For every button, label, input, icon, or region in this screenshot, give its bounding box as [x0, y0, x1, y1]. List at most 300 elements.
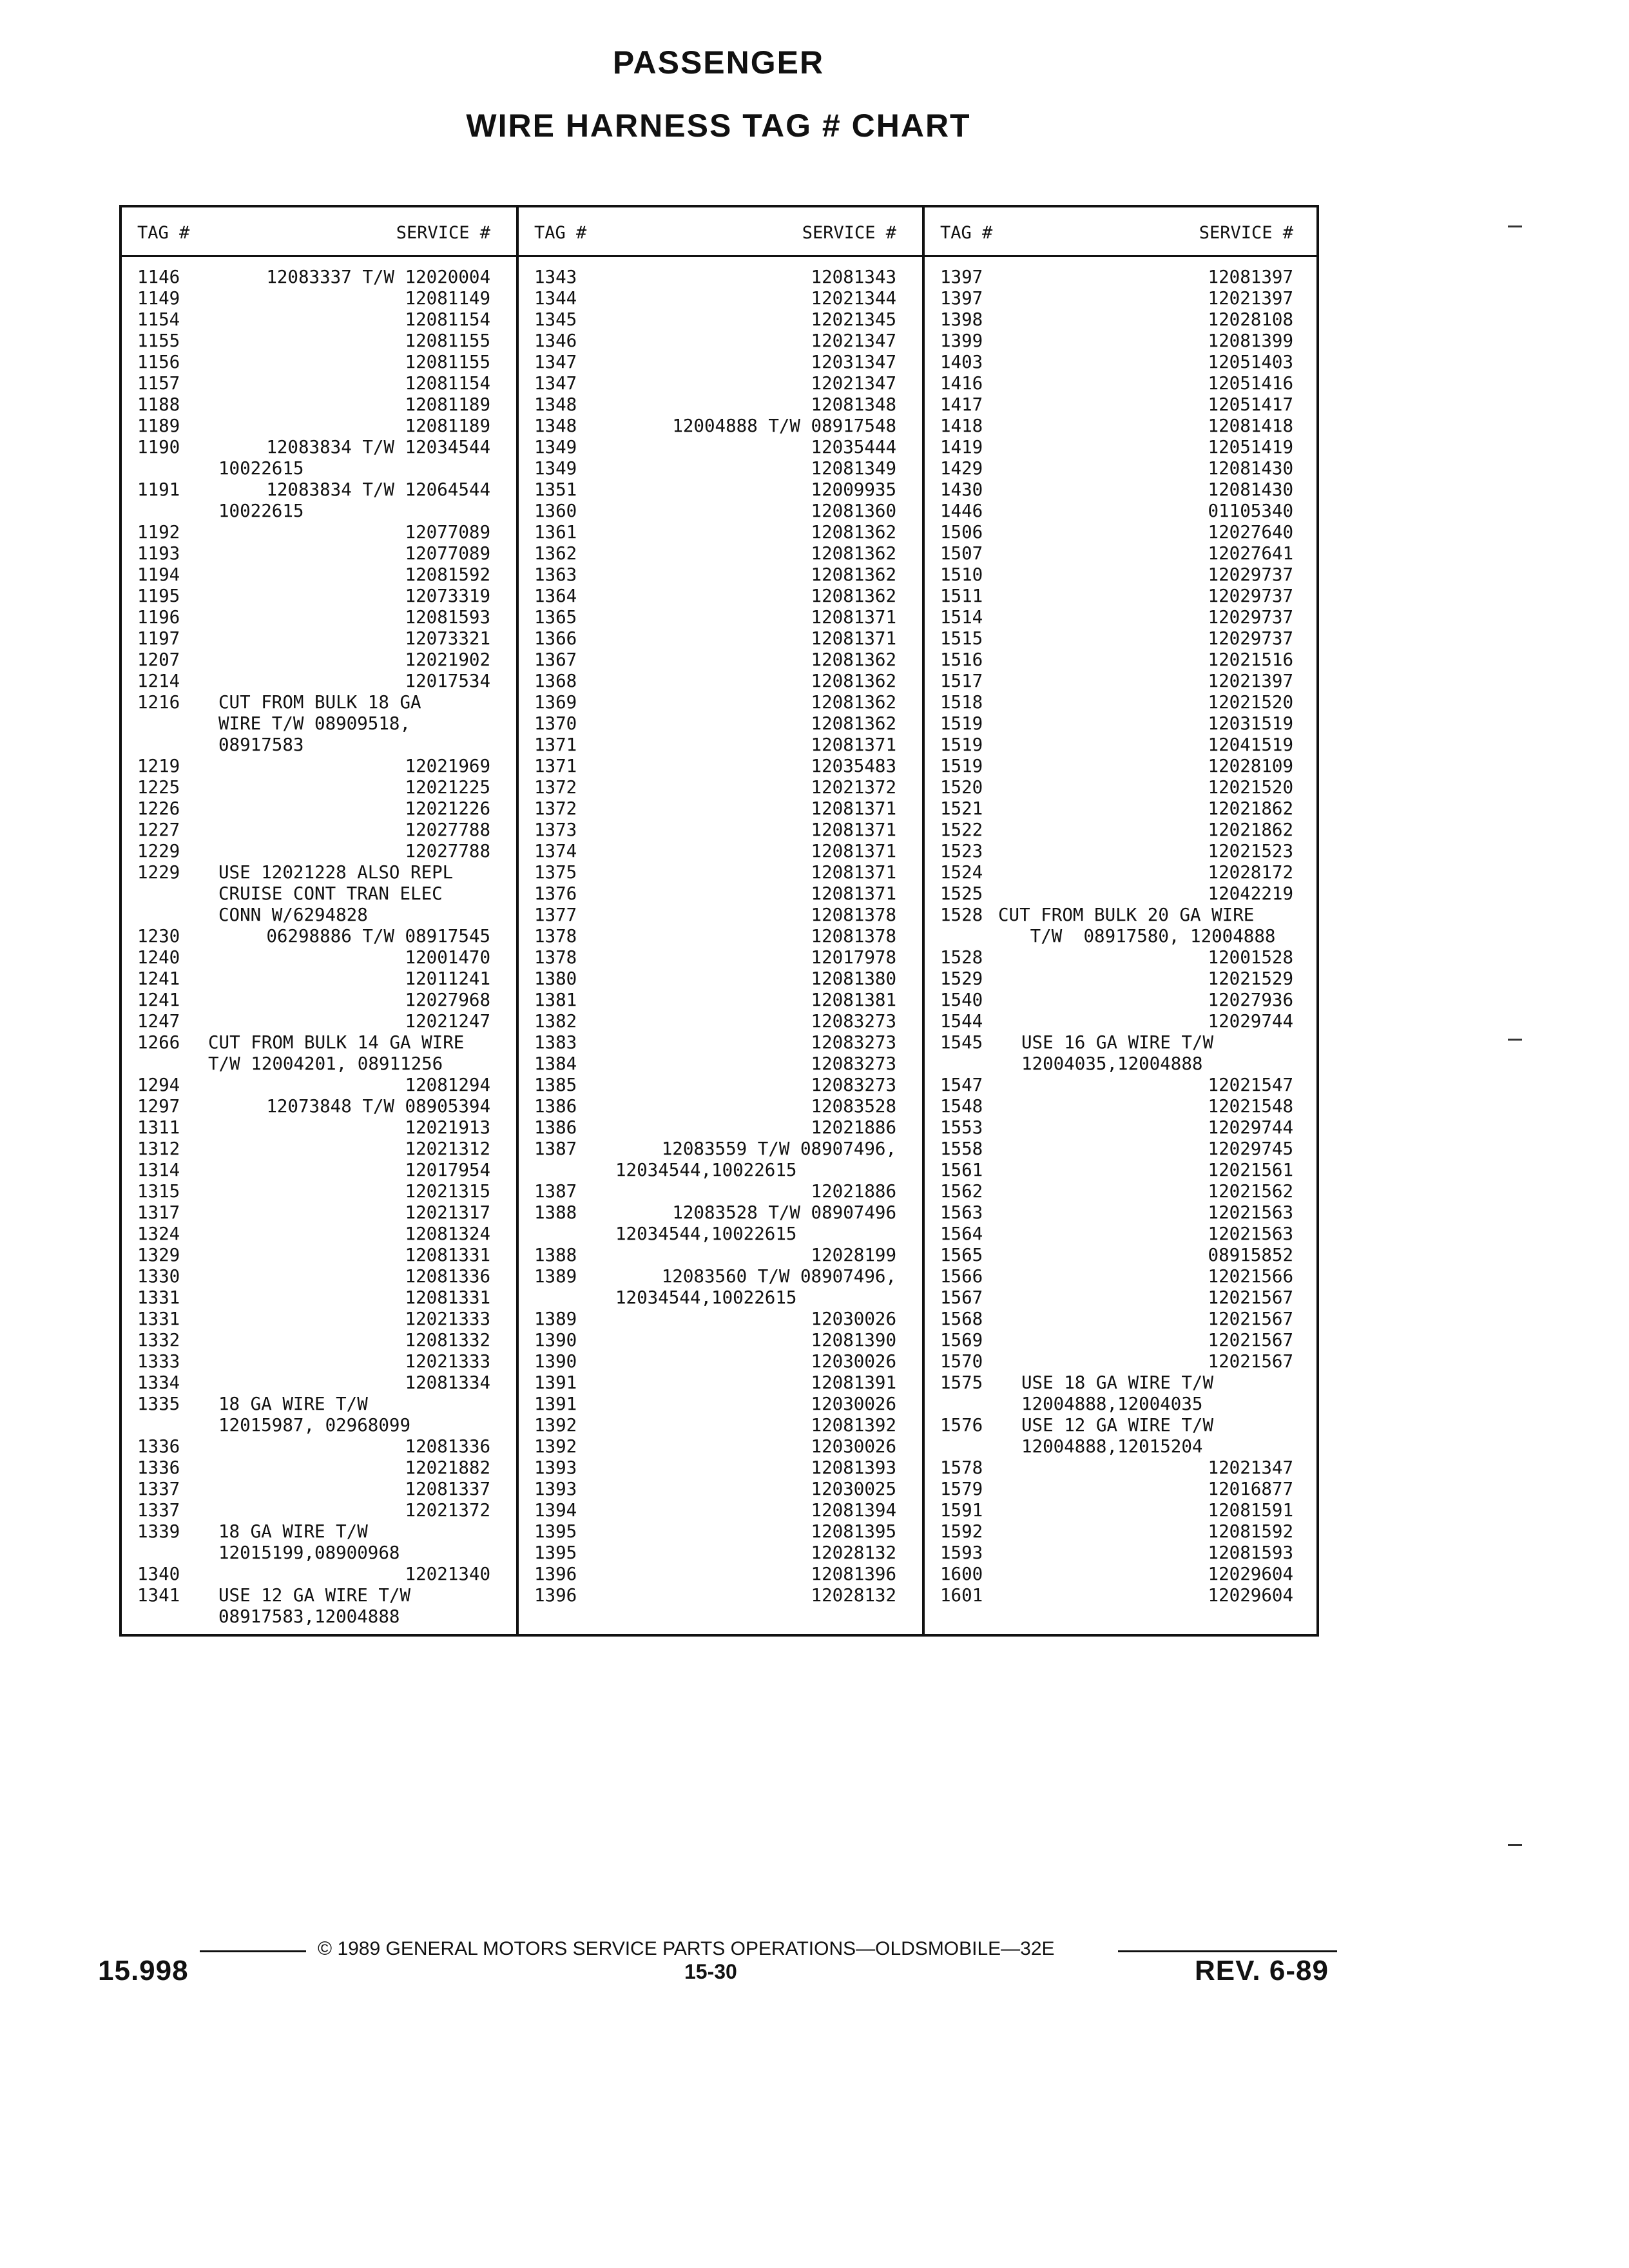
service-number: 12021247	[405, 1011, 490, 1032]
tag-number: 1311	[137, 1117, 180, 1138]
tag-number: 1372	[534, 777, 577, 798]
tag-number: 1591	[940, 1500, 983, 1521]
service-number: 12017954	[405, 1160, 490, 1180]
table-row	[137, 1479, 490, 1500]
service-number: 12021312	[405, 1139, 490, 1159]
service-number: 12017978	[811, 947, 896, 968]
table-row	[534, 820, 896, 841]
service-number: 12030025	[811, 1479, 896, 1499]
tag-number: 1347	[534, 352, 577, 372]
tag-number: 1344	[534, 288, 577, 309]
service-number: 12083528 T/W 08907496	[672, 1202, 896, 1223]
service-number: 12081378	[811, 905, 896, 925]
tag-number: 1207	[137, 649, 180, 670]
service-note: USE 18 GA WIRE T/W 12004888,12004035	[1021, 1372, 1214, 1414]
table-row	[940, 1181, 1293, 1202]
service-number: 12021567	[1208, 1309, 1293, 1329]
service-number: 12001528	[1208, 947, 1293, 968]
tag-number: 1191	[137, 479, 180, 500]
table-row	[137, 1585, 490, 1628]
table-row	[534, 1542, 896, 1564]
table-row	[940, 288, 1293, 309]
tag-number: 1370	[534, 713, 577, 734]
service-number: 12029737	[1208, 628, 1293, 649]
tag-number: 1576	[940, 1415, 983, 1436]
tag-number: 1347	[534, 373, 577, 394]
tag-number: 1333	[137, 1351, 180, 1372]
tag-number: 1378	[534, 947, 577, 968]
tag-number: 1377	[534, 905, 577, 925]
tag-number: 1383	[534, 1032, 577, 1053]
service-number: 12083559 T/W 08907496,	[661, 1139, 896, 1159]
table-row	[940, 1032, 1293, 1075]
tag-number: 1389	[534, 1309, 577, 1329]
service-number: 12021882	[405, 1457, 490, 1478]
tag-number: 1340	[137, 1564, 180, 1584]
service-number: 12029737	[1208, 586, 1293, 606]
table-row	[940, 1287, 1293, 1309]
tag-number: 1516	[940, 649, 983, 670]
tag-number: 1388	[534, 1202, 577, 1223]
table-row	[534, 458, 896, 479]
tag-number: 1314	[137, 1160, 180, 1180]
table-row	[534, 309, 896, 331]
tag-number: 1226	[137, 798, 180, 819]
tag-number: 1331	[137, 1287, 180, 1308]
service-number: 12051419	[1208, 437, 1293, 457]
service-number: 12041519	[1208, 735, 1293, 755]
service-number: 12028199	[811, 1245, 896, 1265]
table-row	[534, 501, 896, 522]
service-continuation: 10022615	[218, 458, 304, 479]
tag-number: 1564	[940, 1224, 983, 1244]
service-number: 12073321	[405, 628, 490, 649]
service-note: 18 GA WIRE T/W 12015987, 02968099	[218, 1394, 411, 1436]
tag-number: 1385	[534, 1075, 577, 1095]
tag-number: 1517	[940, 671, 983, 691]
table-row	[137, 586, 490, 607]
service-number: 12030026	[811, 1309, 896, 1329]
table-row	[940, 713, 1293, 735]
table-row	[137, 798, 490, 820]
tag-number: 1247	[137, 1011, 180, 1032]
table-row	[137, 926, 490, 947]
tag-number: 1544	[940, 1011, 983, 1032]
service-number: 12081362	[811, 649, 896, 670]
tag-number: 1417	[940, 394, 983, 415]
table-row	[534, 692, 896, 713]
table-row	[534, 735, 896, 756]
service-number: 12083337 T/W 12020004	[266, 267, 490, 287]
page-title: PASSENGER	[612, 44, 825, 81]
table-row	[137, 1457, 490, 1479]
tag-number: 1592	[940, 1521, 983, 1542]
table-row	[534, 1096, 896, 1117]
tag-number: 1553	[940, 1117, 983, 1138]
table-row	[137, 352, 490, 373]
service-number: 12021397	[1208, 288, 1293, 309]
chart-title: WIRE HARNESS TAG # CHART	[466, 108, 971, 144]
table-row	[534, 607, 896, 628]
table-row	[137, 1330, 490, 1351]
table-row	[137, 1245, 490, 1266]
service-number: 12081371	[811, 862, 896, 883]
table-row	[137, 1351, 490, 1372]
tag-number: 1528	[940, 905, 983, 925]
tag-number: 1418	[940, 416, 983, 436]
table-row	[940, 1139, 1293, 1160]
tag-number: 1394	[534, 1500, 577, 1521]
service-number: 12021397	[1208, 671, 1293, 691]
service-number: 12027936	[1208, 990, 1293, 1010]
tag-number: 1331	[137, 1309, 180, 1329]
tag-number: 1229	[137, 841, 180, 861]
service-number: 12021347	[811, 331, 896, 351]
service-continuation: 12034544,10022615	[615, 1160, 797, 1180]
table-row	[534, 926, 896, 947]
service-number: 12081392	[811, 1415, 896, 1436]
table-row	[940, 1117, 1293, 1139]
table-row	[940, 416, 1293, 437]
table-row	[940, 1075, 1293, 1096]
tag-number: 1336	[137, 1436, 180, 1457]
tag-number: 1312	[137, 1139, 180, 1159]
tag-number: 1396	[534, 1585, 577, 1606]
column-rows	[940, 267, 1293, 1606]
table-row	[137, 820, 490, 841]
table-row	[940, 501, 1293, 522]
service-number: 12021340	[405, 1564, 490, 1584]
table-row	[534, 1139, 896, 1181]
table-row	[137, 968, 490, 990]
service-number: 12081378	[811, 926, 896, 947]
service-number: 12083273	[811, 1053, 896, 1074]
table-row	[534, 437, 896, 458]
service-number: 12081331	[405, 1287, 490, 1308]
tag-number: 1389	[534, 1266, 577, 1287]
tag-number: 1360	[534, 501, 577, 521]
service-number: 12081371	[811, 628, 896, 649]
revision: REV. 6-89	[1195, 1955, 1329, 1986]
table-column-2	[516, 205, 922, 1634]
tag-number: 1566	[940, 1266, 983, 1287]
service-number: 12028109	[1208, 756, 1293, 776]
service-number: 12081343	[811, 267, 896, 287]
service-number: 12042219	[1208, 883, 1293, 904]
service-number: 12081334	[405, 1372, 490, 1393]
table-row	[940, 607, 1293, 628]
service-number: 12031519	[1208, 713, 1293, 734]
tag-number: 1393	[534, 1457, 577, 1478]
table-row	[534, 777, 896, 798]
service-number: 12029737	[1208, 564, 1293, 585]
table-row	[534, 1202, 896, 1245]
table-row	[940, 586, 1293, 607]
service-number: 12021561	[1208, 1160, 1293, 1180]
table-row	[534, 586, 896, 607]
table-row	[534, 1415, 896, 1436]
tag-number: 1579	[940, 1479, 983, 1499]
tag-number: 1429	[940, 458, 983, 479]
table-row	[137, 1160, 490, 1181]
tag-number: 1346	[534, 331, 577, 351]
column-header	[137, 223, 490, 249]
tag-number: 1518	[940, 692, 983, 713]
table-row	[940, 1096, 1293, 1117]
tag-number: 1337	[137, 1500, 180, 1521]
service-number: 12081362	[811, 692, 896, 713]
service-number: 12081391	[811, 1372, 896, 1393]
service-number: 12083273	[811, 1075, 896, 1095]
table-row	[137, 777, 490, 798]
tag-number: 1376	[534, 883, 577, 904]
table-row	[534, 1266, 896, 1309]
tag-number: 1562	[940, 1181, 983, 1202]
table-row	[534, 288, 896, 309]
table-row	[137, 1075, 490, 1096]
header-tag: TAG #	[534, 223, 587, 243]
table-row	[137, 1117, 490, 1139]
table-row	[940, 1479, 1293, 1500]
tag-number: 1381	[534, 990, 577, 1010]
tag-number: 1189	[137, 416, 180, 436]
table-row	[137, 543, 490, 564]
tag-number: 1397	[940, 267, 983, 287]
service-number: 12021523	[1208, 841, 1293, 861]
service-number: 12029604	[1208, 1585, 1293, 1606]
tag-number: 1372	[534, 798, 577, 819]
table-row	[534, 1585, 896, 1606]
tag-number: 1511	[940, 586, 983, 606]
service-continuation: 12034544,10022615	[615, 1224, 797, 1244]
table-row	[137, 1521, 490, 1564]
tag-number: 1416	[940, 373, 983, 394]
service-note: CUT FROM BULK 14 GA WIRE T/W 12004201, 08911256	[208, 1032, 465, 1074]
tag-number: 1548	[940, 1096, 983, 1117]
service-number: 12081331	[405, 1245, 490, 1265]
table-row	[534, 331, 896, 352]
tag-number: 1569	[940, 1330, 983, 1350]
tag-number: 1506	[940, 522, 983, 543]
service-number: 12081396	[811, 1564, 896, 1584]
service-number: 12030026	[811, 1394, 896, 1414]
service-number: 12081381	[811, 990, 896, 1010]
tag-number: 1514	[940, 607, 983, 628]
table-row	[534, 1181, 896, 1202]
table-row	[940, 1542, 1293, 1564]
service-number: 12021317	[405, 1202, 490, 1223]
service-number: 12081371	[811, 798, 896, 819]
tag-number: 1324	[137, 1224, 180, 1244]
tag-number: 1349	[534, 437, 577, 457]
table-row	[534, 543, 896, 564]
tag-number: 1371	[534, 756, 577, 776]
service-note: 18 GA WIRE T/W 12015199,08900968	[218, 1521, 400, 1563]
table-row	[137, 1224, 490, 1245]
table-row	[137, 1394, 490, 1436]
tag-number: 1392	[534, 1436, 577, 1457]
table-row	[137, 522, 490, 543]
footer-rule-right	[1118, 1950, 1337, 1952]
service-number: 12021563	[1208, 1202, 1293, 1223]
tag-number: 1520	[940, 777, 983, 798]
tag-number: 1216	[137, 692, 180, 713]
table-row	[940, 1011, 1293, 1032]
table-row	[534, 394, 896, 416]
table-row	[534, 1330, 896, 1351]
service-number: 12009935	[811, 479, 896, 500]
table-row	[534, 756, 896, 777]
header-rule	[122, 255, 516, 257]
table-row	[534, 416, 896, 437]
table-row	[940, 1160, 1293, 1181]
tag-number: 1515	[940, 628, 983, 649]
tag-number: 1361	[534, 522, 577, 543]
service-number: 12021562	[1208, 1181, 1293, 1202]
table-row	[534, 564, 896, 586]
service-note: USE 12021228 ALSO REPL CRUISE CONT TRAN ELEC CONN W/6294828	[218, 862, 454, 925]
service-number: 12028132	[811, 1585, 896, 1606]
service-number: 12083834 T/W 12064544	[266, 479, 490, 500]
tag-number: 1391	[534, 1394, 577, 1414]
tag-number: 1348	[534, 394, 577, 415]
service-number: 12028132	[811, 1542, 896, 1563]
service-number: 12021344	[811, 288, 896, 309]
tag-number: 1193	[137, 543, 180, 564]
table-row	[940, 756, 1293, 777]
table-row	[940, 968, 1293, 990]
tag-number: 1575	[940, 1372, 983, 1393]
service-number: 12021226	[405, 798, 490, 819]
service-number: 12081155	[405, 331, 490, 351]
tag-number: 1519	[940, 735, 983, 755]
tag-number: 1528	[940, 947, 983, 968]
header-service: SERVICE #	[1199, 223, 1293, 243]
service-number: 12021333	[405, 1351, 490, 1372]
table-row	[534, 1436, 896, 1457]
table-row	[534, 1500, 896, 1521]
service-number: 12083560 T/W 08907496,	[661, 1266, 896, 1287]
service-number: 12081592	[405, 564, 490, 585]
tag-number: 1565	[940, 1245, 983, 1265]
service-number: 12081393	[811, 1457, 896, 1478]
tag-number: 1149	[137, 288, 180, 309]
service-number: 12021520	[1208, 692, 1293, 713]
page-number: 15-30	[684, 1960, 737, 1983]
tag-number: 1561	[940, 1160, 983, 1180]
service-number: 12021529	[1208, 968, 1293, 989]
tag-number: 1547	[940, 1075, 983, 1095]
table-row	[137, 416, 490, 437]
table-row	[940, 1330, 1293, 1351]
tag-number: 1386	[534, 1096, 577, 1117]
table-row	[137, 288, 490, 309]
footer-rule-left	[200, 1950, 306, 1952]
tag-number: 1297	[137, 1096, 180, 1117]
table-row	[940, 267, 1293, 288]
tag-chart-table	[119, 205, 1319, 1637]
service-number: 12029737	[1208, 607, 1293, 628]
header-service: SERVICE #	[396, 223, 490, 243]
table-column-3	[922, 205, 1319, 1634]
service-number: 12081362	[811, 713, 896, 734]
service-continuation: 12034544,10022615	[615, 1287, 797, 1308]
table-row	[137, 564, 490, 586]
service-number: 12021886	[811, 1117, 896, 1138]
table-row	[534, 1011, 896, 1032]
table-row	[137, 1202, 490, 1224]
service-number: 12073848 T/W 08905394	[266, 1096, 490, 1117]
table-row	[940, 735, 1293, 756]
service-number: 12021862	[1208, 798, 1293, 819]
tag-number: 1156	[137, 352, 180, 372]
tag-number: 1378	[534, 926, 577, 947]
margin-mark	[1508, 1844, 1522, 1846]
table-row	[137, 862, 490, 926]
table-row	[137, 990, 490, 1011]
service-number: 12021969	[405, 756, 490, 776]
service-number: 12083273	[811, 1011, 896, 1032]
table-row	[534, 1457, 896, 1479]
table-row	[940, 947, 1293, 968]
service-number: 12081430	[1208, 479, 1293, 500]
table-row	[534, 628, 896, 649]
service-number: 12081418	[1208, 416, 1293, 436]
service-number: 12083273	[811, 1032, 896, 1053]
table-row	[940, 352, 1293, 373]
tag-number: 1521	[940, 798, 983, 819]
table-row	[940, 1457, 1293, 1479]
table-row	[940, 649, 1293, 671]
table-row	[534, 947, 896, 968]
table-row	[534, 1053, 896, 1075]
tag-number: 1396	[534, 1564, 577, 1584]
service-number: 12081294	[405, 1075, 490, 1095]
service-number: 12021520	[1208, 777, 1293, 798]
service-number: 12081593	[1208, 1542, 1293, 1563]
table-row	[940, 1500, 1293, 1521]
tag-number: 1227	[137, 820, 180, 840]
column-header	[534, 223, 896, 249]
table-row	[534, 1351, 896, 1372]
margin-mark	[1508, 226, 1522, 227]
service-number: 12021315	[405, 1181, 490, 1202]
service-number: 12017534	[405, 671, 490, 691]
tag-number: 1294	[137, 1075, 180, 1095]
table-row	[534, 968, 896, 990]
tag-number: 1229	[137, 862, 180, 883]
tag-number: 1196	[137, 607, 180, 628]
tag-number: 1388	[534, 1245, 577, 1265]
tag-number: 1387	[534, 1181, 577, 1202]
table-row	[940, 1564, 1293, 1585]
header-tag: TAG #	[137, 223, 190, 243]
table-row	[137, 373, 490, 394]
table-row	[137, 479, 490, 522]
table-row	[940, 437, 1293, 458]
table-row	[137, 1287, 490, 1309]
service-number: 12081362	[811, 671, 896, 691]
table-row	[940, 671, 1293, 692]
tag-number: 1558	[940, 1139, 983, 1159]
tag-number: 1371	[534, 735, 577, 755]
service-number: 12021548	[1208, 1096, 1293, 1117]
service-number: 12021516	[1208, 649, 1293, 670]
service-number: 12031347	[811, 352, 896, 372]
tag-number: 1523	[940, 841, 983, 861]
service-note: USE 12 GA WIRE T/W 12004888,12015204	[1021, 1415, 1214, 1457]
tag-number: 1343	[534, 267, 577, 287]
